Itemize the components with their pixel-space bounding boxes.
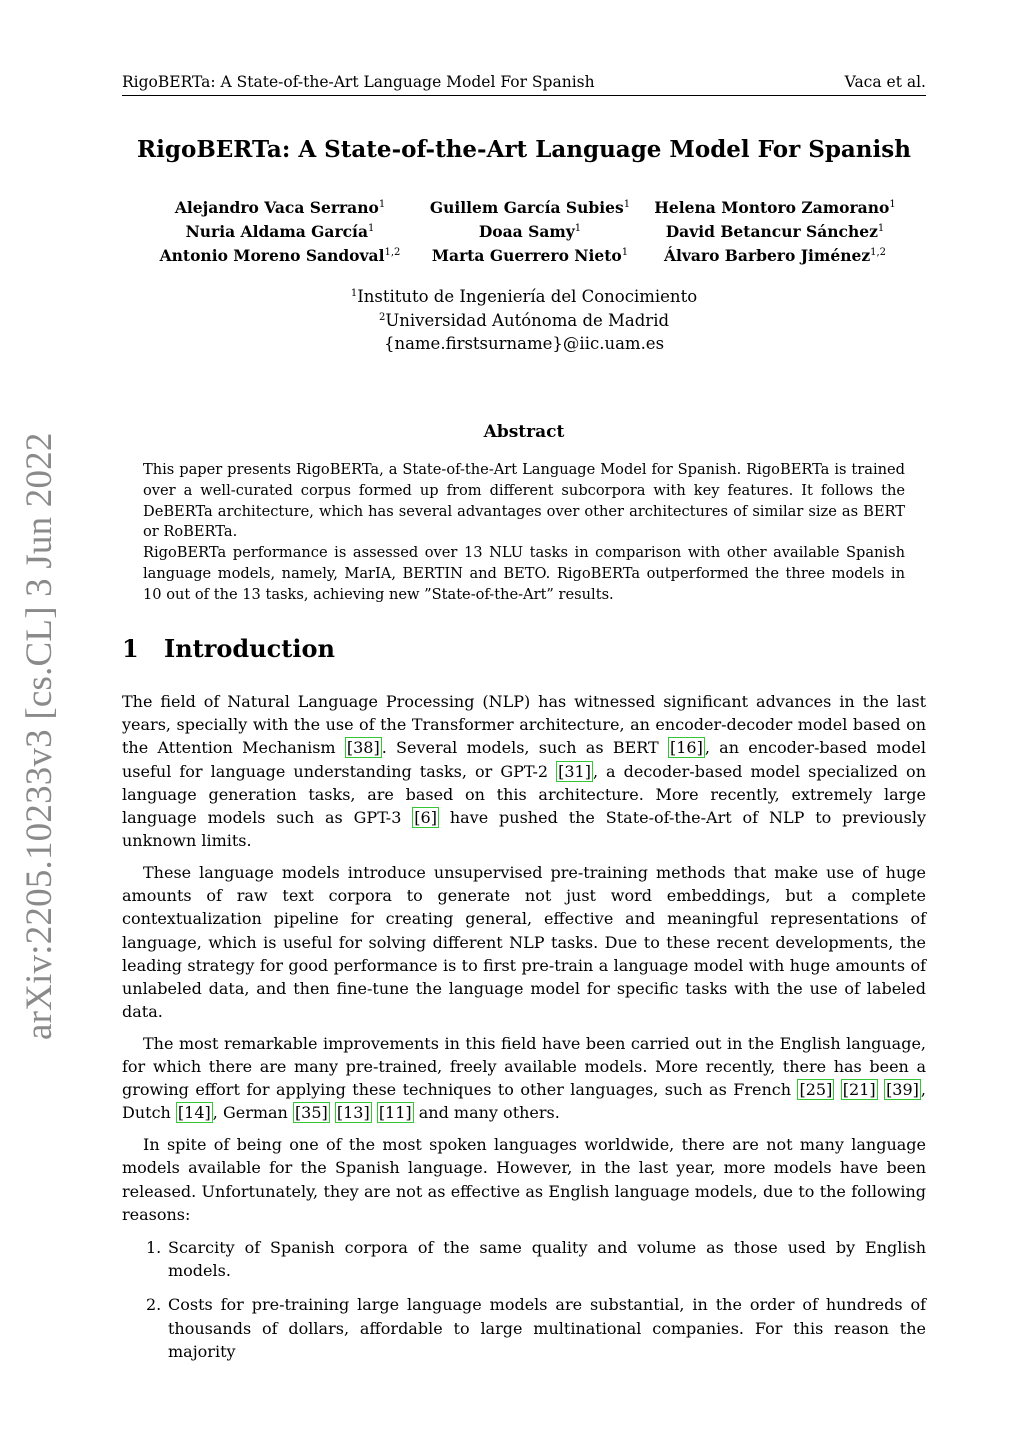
section-title: Introduction xyxy=(164,634,335,663)
section-heading xyxy=(122,634,926,664)
author-name: Helena Montoro Zamorano$^1$ xyxy=(654,198,896,217)
author-name: Nuria Aldama García$^1$ xyxy=(185,222,375,241)
author-name: Guillem García Subies$^1$ xyxy=(429,198,631,217)
body-paragraph: In spite of being one of the most spoken languages worldwide, there are not many language models available for the Spanish language. However, in the last year, more models have been released. Unfortunately, they are not as effective as English language models, due to the following reasons: xyxy=(122,1135,926,1224)
affiliation-1: $^1$Instituto de Ingeniería del Conocimiento xyxy=(350,287,698,306)
introduction-body xyxy=(122,690,926,1374)
abstract-paragraph: RigoBERTa performance is assessed over 13 NLU tasks in comparison with other available Spanish language models, namely, MarIA, BERTIN and BETO. RigoBERTa outperformed the three models in 10 out of the 13 tasks, achieving new ”State-of-the-Art” results. xyxy=(143,544,905,603)
author-name: Antonio Moreno Sandoval$^{1,2}$ xyxy=(159,246,401,265)
citation-link[interactable]: [39] xyxy=(886,1080,919,1100)
running-head-title: RigoBERTa: A State-of-the-Art Language Model For Spanish xyxy=(122,73,595,91)
abstract-heading: Abstract xyxy=(483,422,565,442)
list-item xyxy=(122,1236,926,1282)
citation-link[interactable]: [6] xyxy=(414,808,437,828)
abstract-paragraph: This paper presents RigoBERTa, a State-of-the-Art Language Model for Spanish. RigoBERTa is trained over a well-curated corpus formed up from different subcorpora with key features. It follows the DeBERTa architecture, which has several advantages over other architectures of similar size as BERT or RoBERTa. xyxy=(143,461,905,541)
citation-link[interactable]: [38] xyxy=(346,738,380,758)
citation-link[interactable]: [16] xyxy=(669,738,703,758)
citation-link[interactable]: [35] xyxy=(294,1103,328,1123)
running-head xyxy=(122,72,926,96)
reasons-list xyxy=(122,1236,926,1363)
list-item xyxy=(122,1293,926,1363)
affiliation-2: $^2$Universidad Autónoma de Madrid xyxy=(378,310,670,330)
paper-title: RigoBERTa: A State-of-the-Art Language Model For Spanish xyxy=(137,136,911,163)
citation-link[interactable]: [21] xyxy=(842,1080,876,1100)
arxiv-identifier-stamp: arXiv:2205.10233v3 [cs.CL] 3 Jun 2022 xyxy=(19,432,60,1040)
list-item-text: Scarcity of Spanish corpora of the same quality and volume as those used by English models. xyxy=(168,1237,926,1281)
running-head-authors: Vaca et al. xyxy=(844,73,926,91)
affiliations-block xyxy=(122,285,926,356)
author-name: Alejandro Vaca Serrano$^1$ xyxy=(174,198,386,217)
author-name: Álvaro Barbero Jiménez$^{1,2}$ xyxy=(663,246,887,265)
body-paragraph: The most remarkable improvements in this field have been carried out in the English language, for which there are many pre-trained, freely available models. More recently, there has been a growing effort for applying these techniques to other languages, such as French [25] [21] [39] , Dutch [14] , German [35] [13] [11] and many others. xyxy=(122,1033,926,1123)
citation-link[interactable]: [14] xyxy=(177,1103,211,1123)
section-number: 1 xyxy=(122,634,139,663)
author-list xyxy=(150,196,900,267)
body-paragraph: These language models introduce unsupervised pre-training methods that make use of huge amounts of raw text corpora to generate not just word embeddings, but a complete contextualization pipeline for creating general, effective and meaningful representations of language, which is useful for solving different NLP tasks. Due to these recent developments, the leading strategy for good performance is to first pre-train a language model with huge amounts of unlabeled data, and then fine-tune the language model for specific tasks with the use of labeled data. xyxy=(122,862,926,1022)
list-marker: 1. xyxy=(146,1237,162,1257)
citation-link[interactable]: [31] xyxy=(558,761,591,781)
contact-email: {name.firstsurname}@iic.uam.es xyxy=(383,334,665,353)
body-paragraph: The field of Natural Language Processing (NLP) has witnessed significant advances in the last years, specially with the use of the Transformer architecture, an encoder-decoder model based on the Attention Mechanism [38] . Several models, such as BERT [16] , an encoder-based model useful for language understanding tasks, or GPT-2 [31] , a decoder-based model specialized on language generation tasks, are based on this architecture. More recently, extremely large language models such as GPT-3 [6] have pushed the State-of-the-Art of NLP to previously unknown limits. xyxy=(122,692,927,851)
abstract-body xyxy=(143,460,905,606)
citation-link[interactable]: [13] xyxy=(336,1103,370,1123)
author-name: David Betancur Sánchez$^1$ xyxy=(665,222,885,241)
author-name: Doaa Samy$^1$ xyxy=(478,222,582,241)
citation-link[interactable]: [11] xyxy=(378,1103,412,1123)
author-name: Marta Guerrero Nieto$^1$ xyxy=(431,246,629,265)
list-marker: 2. xyxy=(146,1295,162,1315)
list-item-text: Costs for pre-training large language models are substantial, in the order of hundreds of thousands of dollars, affordable to large multinational companies. For this reason the majority xyxy=(168,1295,926,1361)
citation-link[interactable]: [25] xyxy=(799,1080,833,1100)
